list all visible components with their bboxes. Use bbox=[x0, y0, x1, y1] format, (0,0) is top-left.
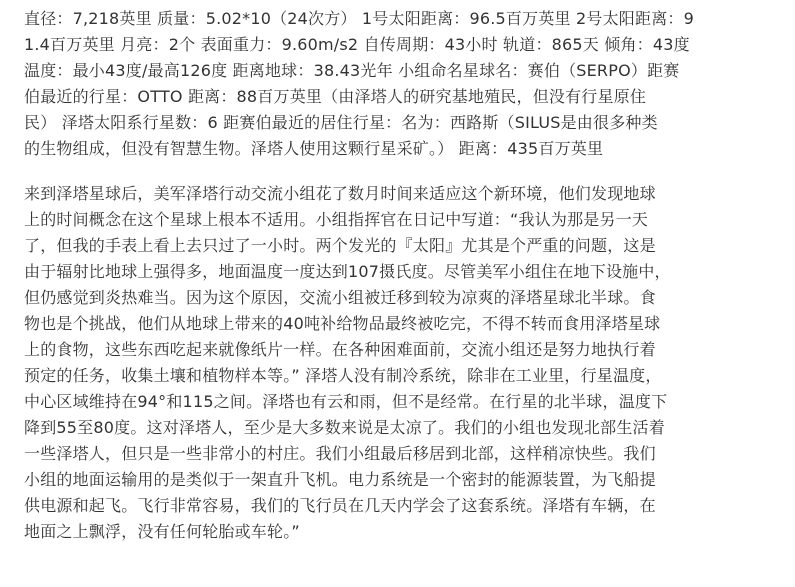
stats-line: 伯最近的行星：OTTO 距离：88百万英里（由泽塔人的研究基地殖民，但没有行星原住 bbox=[24, 87, 647, 106]
stats-line: 1.4百万英里 月亮：2个 表面重力：9.60m/s2 自传周期：43小时 轨道：865天 倾角：43度 bbox=[24, 35, 690, 54]
narrative-line: 中心区域维持在94°和115之间。泽塔也有云和雨，但不是经常。在行星的北半球，温度下 bbox=[24, 392, 668, 411]
narrative-paragraph bbox=[24, 181, 776, 545]
narrative-line: 由于辐射比地球上强得多，地面温度一度达到107摄氏度。尽管美军小组住在地下设施中， bbox=[24, 262, 671, 281]
narrative-line: 小组的地面运输用的是类似于一架直升飞机。电力系统是一个密封的能源装置，为飞船提 bbox=[24, 470, 656, 489]
paragraph-gap bbox=[24, 162, 776, 181]
stats-line: 温度：最小43度/最高126度 距离地球：38.43光年 小组命名星球名：赛伯（SERPO）距赛 bbox=[24, 61, 680, 80]
narrative-line: 地面之上飘浮，没有任何轮胎或车轮。” bbox=[24, 522, 300, 541]
planet-stats-paragraph bbox=[24, 6, 776, 162]
stats-line: 民） 泽塔太阳系行星数：6 距赛伯最近的居住行星：名为：西路斯（SILUS是由很多种类 bbox=[24, 113, 658, 132]
stats-line: 的生物组成，但没有智慧生物。泽塔人使用这颗行星采矿。） 距离：435百万英里 bbox=[24, 139, 604, 158]
narrative-line: 降到55至80度。这对泽塔人，至少是大多数来说是太凉了。我们的小组也发现北部生活着 bbox=[24, 418, 665, 437]
stats-line: 直径：7,218英里 质量：5.02*10（24次方） 1号太阳距离：96.5百万英里 2号太阳距离：9 bbox=[24, 9, 694, 28]
narrative-line: 上的食物，这些东西吃起来就像纸片一样。在各种困难面前，交流小组还是努力地执行着 bbox=[24, 340, 656, 359]
article-body bbox=[24, 6, 776, 545]
narrative-line: 了，但我的手表上看上去只过了一小时。两个发光的『太阳』尤其是个严重的问题，这是 bbox=[24, 236, 656, 255]
narrative-line: 预定的任务，收集土壤和植物样本等。” 泽塔人没有制冷系统，除非在工业里，行星温度， bbox=[24, 366, 662, 385]
narrative-line: 来到泽塔星球后，美军泽塔行动交流小组花了数月时间来适应这个新环境，他们发现地球 bbox=[24, 184, 656, 203]
narrative-line: 供电源和起飞。飞行非常容易，我们的飞行员在几天内学会了这套系统。泽塔有车辆，在 bbox=[24, 496, 656, 515]
narrative-line: 上的时间概念在这个星球上根本不适用。小组指挥官在日记中写道：“我认为那是另一天 bbox=[24, 210, 649, 229]
narrative-line: 物也是个挑战，他们从地球上带来的40吨补给物品最终被吃完，不得不转而食用泽塔星球 bbox=[24, 314, 661, 333]
narrative-line: 但仍感觉到炎热难当。因为这个原因，交流小组被迁移到较为凉爽的泽塔星球北半球。食 bbox=[24, 288, 656, 307]
narrative-line: 一些泽塔人，但只是一些非常小的村庄。我们小组最后移居到北部，这样稍凉快些。我们 bbox=[24, 444, 656, 463]
